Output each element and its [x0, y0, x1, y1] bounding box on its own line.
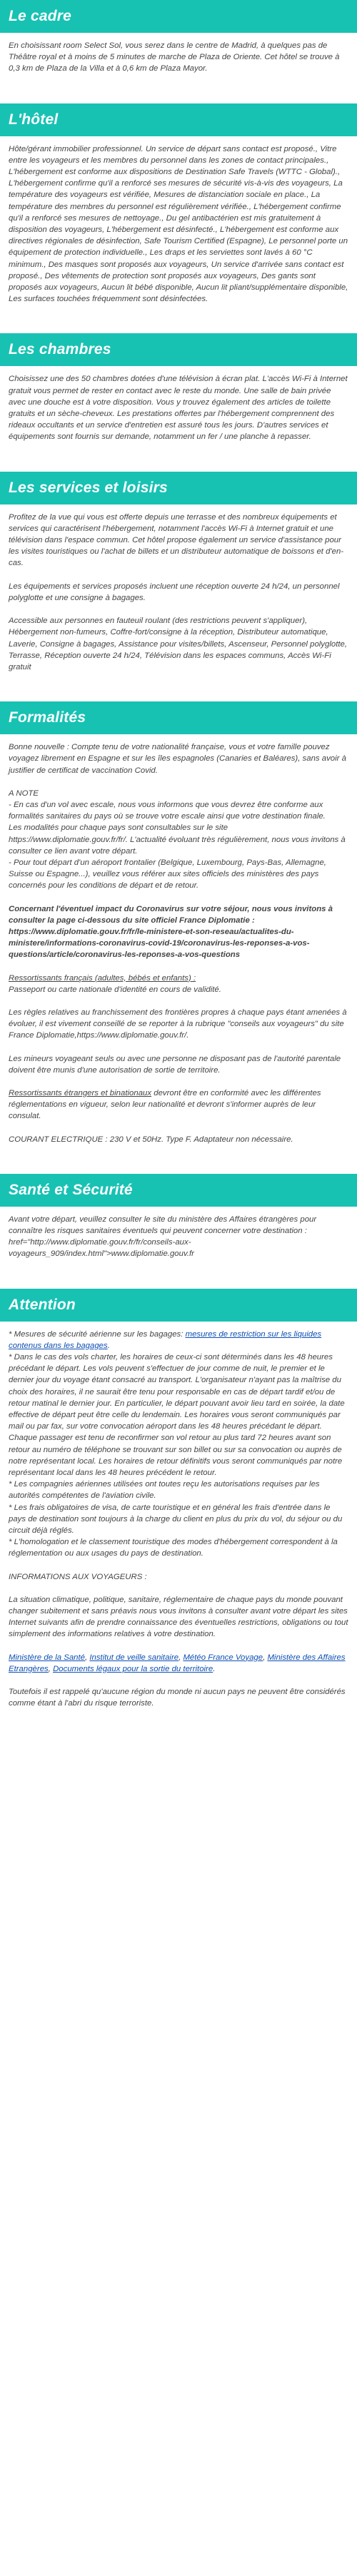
link-ministere-sante[interactable]: Ministère de la Santé — [9, 1653, 86, 1662]
ressortissants-francais-title: Ressortissants français (adultes, bébés et enfants) : — [9, 973, 196, 983]
section-title-hotel: L'hôtel — [9, 111, 59, 128]
services-paragraph-1: Profitez de la vue qui vous est offerte depuis une terrasse et des nombreux équipements et services qui caractérisent l'hébergement, notamment l'accès Wi-Fi à Internet gratuit et une télévision dans l'espace commun. Cet hôtel propose également un service d'assistance pour les visites touristiques ou l'achat de billets et un distributeur automatique de boissons et d'en-cas. — [9, 512, 344, 568]
formalites-paragraph-1: Bonne nouvelle : Compte tenu de votre nationalité française, vous et votre famille pouvez voyagez librement en Espagne et sur les îles espagnoles (Canaries et Baléares), sans avoir à justifier de certificat de vaccination Covid. — [9, 743, 346, 775]
nota-title: A NOTE — [9, 788, 39, 798]
ressortissants-etrangers-title: Ressortissants étrangers et binationaux — [9, 1088, 152, 1097]
informations-voyageurs-title: INFORMATIONS AUX VOYAGEURS : — [9, 1572, 147, 1581]
bagages-line — [9, 1329, 348, 1352]
section-header-attention — [0, 1289, 357, 1322]
covid-notice: Concernant l'éventuel impact du Coronavirus sur votre séjour, nous vous invitons à consulter la page ci-dessous du site officiel France Diplomatie : https://www.diplomatie.gouv.fr/fr/le-ministere-et-son-reseau/actualites-du-ministere/informations-coronavirus-covid-19/coronavirus-les-reponses-a-vos-questions/article/coronavirus-les-reponses-a-vos-questions — [9, 904, 333, 960]
link-meteo-france-voyage[interactable]: Météo France Voyage — [183, 1653, 263, 1662]
section-header-sante — [0, 1174, 357, 1207]
sante-text: Avant votre départ, veuillez consulter le site du ministère des Affaires étrangères pour connaître les risques sanitaires éventuels qui peuvent concerner votre destination : href="http://www.diplomatie.gouv.fr/fr/conseils-aux-voyageurs_909/index.html">www.diplomatie.gouv.fr — [9, 1215, 317, 1259]
services-paragraph-2: Les équipements et services proposés incluent une réception ouverte 24 h/24, un personnel polyglotte et une consigne à bagages. — [9, 582, 340, 602]
nota-line-3: - Pour tout départ d'un aéroport frontalier (Belgique, Luxembourg, Pays-Bas, Allemagne, Suisse ou Espagne...), veuillez vous référer aux sites officiels des ministères des pays concernés pour les conditions de départ et de retour. — [9, 858, 326, 891]
section-body-cadre — [0, 33, 357, 83]
section-header-services — [0, 472, 357, 504]
terrorisme-notice: Toutefois il est rappelé qu'aucune région du monde ni aucun pays ne peuvent être considérés comme étant à l'abri du risque terroriste. — [9, 1688, 346, 1708]
ressortissants-francais — [9, 973, 348, 995]
section-body-chambres — [0, 366, 357, 451]
section-header-cadre — [0, 0, 357, 33]
section-header-chambres — [0, 333, 357, 366]
section-title-services: Les services et loisirs — [9, 479, 168, 496]
link-separator: , — [48, 1664, 54, 1673]
link-separator: , — [263, 1653, 268, 1662]
mineurs-text: Les mineurs voyageant seuls ou avec une personne ne disposant pas de l'autorité parentale doivent être munis d'une autorisation de sortie de territoire. — [9, 1054, 341, 1075]
ressortissants-etrangers-text: devront être en conformité avec les différentes réglementations en vigueur, selon leur nationalité et devront s'informer auprès de leur consulat. — [9, 1088, 321, 1121]
hotel-text: Hôte/gérant immobilier professionnel. Un service de départ sans contact est proposé., Vitre entre les voyageurs et les membres du personnel dans les zones de contact principales., L'hébergement est conforme aux dispositions de Destination Safe Travels (WTTC - Global)., L'hébergement confirme qu'il a renforcé ses mesures de sécurité vis-à-vis des voyageurs, La température des voyageurs est vérifiée, Mesures de distanciation sociale en place., La température des membres du personnel est régulièrement vérifiée., L'hébergement confirme qu'il a renforcé ses mesures de nettoyage., Du gel antibactérien est mis gratuitement à disposition des voyageurs, L'hébergement est désinfecté., L'hébergement est conforme aux directives régionales de désinfection, Safe Tourism Certified (Espagne), Le personnel porte un équipement de protection individuelle., Les draps et les serviettes sont lavés à 60 °C minimum., Des masques sont proposés aux voyageurs, Un service d'arrivée sans contact est proposé., Des vêtements de protection sont proposés aux voyageurs, Des gants sont proposés aux voyageurs, Aucun lit bébé disponible, Aucun lit pliant/supplémentaire disponible, Les surfaces touchées fréquemment sont désinfectées. — [9, 144, 348, 304]
link-ministere-affaires-etrangeres[interactable]: Ministère des Affaires Etrangères — [9, 1653, 346, 1673]
section-body-services — [0, 504, 357, 681]
link-institut-veille-sanitaire[interactable]: Institut de veille sanitaire — [89, 1653, 179, 1662]
section-body-sante — [0, 1207, 357, 1269]
nota-line-2: Les modalités pour chaque pays sont consultables sur le site https://www.diplomatie.gouv.fr/fr/. L'actualité évoluant très régulièrement, nous vous invitons à consulter ce lien avant votre départ. — [9, 823, 346, 856]
chambres-text: Choisissez une des 50 chambres dotées d'une télévision à écran plat. L'accès Wi-Fi à Internet gratuit vous permet de rester en contact avec le reste du monde. Une salle de bain privée avec une douche est à votre disposition. Vous y trouvez également des articles de toilette gratuits et un sèche-cheveux. Les prestations offertes par l'hébergement comprennent des rideaux occultants et un service d'entretien est assuré tous les jours. D'autres services et équipements sont fournis sur demande, notamment un fer / une planche à repasser. — [9, 375, 348, 442]
attention-line-4: * L'homologation et le classement touristique des modes d'hébergement correspondent à la réglementation ou aux usages du pays de destination. — [9, 1538, 338, 1558]
section-body-formalites — [0, 734, 357, 1154]
section-header-formalites — [0, 701, 357, 734]
ressortissants-etrangers — [9, 1087, 348, 1122]
link-separator: , — [85, 1653, 90, 1662]
attention-line-1: * Dans le cas des vols charter, les horaires de ceux-ci sont déterminés dans les 48 heures précédant le départ. Les vols peuvent s'effectuer de jour comme de nuit, le premier et le dernier jour du voyage étant consacré au transport. L'organisateur n'ayant pas la maîtrise du choix des horaires, il ne saurait être tenu pour responsable en cas de départ tardif et/ou de retour matinal le dernier jour. En particulier, le départ pouvant avoir lieu tard en soirée, la date effective de départ peut être celle du lendemain. Les horaires vous seront communiqués par mail ou par fax, sur votre convocation aéroport dans les 48 heures précédant le départ. Chaque passager est tenu de reconfirmer son vol retour au plus tard 72 heures avant son retour au numéro de téléphone se trouvant sur son billet ou sur sa convocation ou auprès de notre représentant local. Les horaires de retour définitifs vous seront communiqués par notre représentant local dans les 48 heures précédent le retour. — [9, 1353, 345, 1478]
link-documents-legaux[interactable]: Documents légaux pour la sortie du territoire — [53, 1664, 213, 1673]
ressortissants-francais-text: Passeport ou carte nationale d'identité en cours de validité. — [9, 985, 221, 994]
services-paragraph-3: Accessible aux personnes en fauteuil roulant (des restrictions peuvent s'appliquer), Hébergement non-fumeurs, Coffre-fort/consigne à la réception, Distributeur automatique, Laverie, Consigne à bagages, Assistance pour visites/billets, Ascenseur, Personnel polyglotte, Terrasse, Réception ouverte 24 h/24, Télévision dans les espaces communs, Accès Wi-Fi gratuit — [9, 617, 348, 671]
section-header-hotel — [0, 103, 357, 136]
official-links — [9, 1652, 348, 1675]
links-end: . — [213, 1664, 216, 1673]
link-separator: , — [178, 1653, 183, 1662]
section-title-cadre: Le cadre — [9, 8, 71, 24]
attention-rules — [9, 1329, 348, 1560]
bagages-prefix: * Mesures de sécurité aérienne sur les bagages: — [9, 1329, 186, 1339]
courant-electrique: COURANT ELECTRIQUE : 230 V et 50Hz. Type F. Adaptateur non nécessaire. — [9, 1135, 293, 1144]
section-body-hotel — [0, 136, 357, 314]
informations-voyageurs-text: La situation climatique, politique, sanitaire, réglementaire de chaque pays du monde pouvant changer subitement et sans préavis nous vous invitons à consulter avant votre départ les sites Internet suivants afin de prendre connaissance des éventuelles restrictions, obligations ou tout simplement des informations relatives à votre destination. — [9, 1595, 348, 1639]
cadre-text: En choisissant room Select Sol, vous serez dans le centre de Madrid, à quelques pas de Théâtre royal et à moins de 5 minutes de marche de Plaza de Oriente. Cet hôtel se trouve à 0,3 km de Plaza de la Villa et à 0,6 km de Plaza Mayor. — [9, 41, 340, 73]
section-title-chambres: Les chambres — [9, 341, 111, 358]
section-title-formalites: Formalités — [9, 709, 86, 726]
bagages-restriction-link[interactable]: mesures de restriction sur les liquides contenus dans les bagages — [9, 1329, 322, 1350]
attention-line-3: * Les frais obligatoires de visa, de carte touristique et en général les frais d'entrée dans le pays de destination sont toujours à la charge du client en plus du prix du vol, du séjour ou du circuit déjà réglés. — [9, 1503, 343, 1536]
section-body-attention — [0, 1322, 357, 1718]
attention-line-2: * Les compagnies aériennes utilisées ont toutes reçu les autorisations requises par les autorités compétentes de l'aviation civile. — [9, 1480, 320, 1501]
bagages-suffix: . — [107, 1341, 110, 1350]
section-title-sante: Santé et Sécurité — [9, 1181, 133, 1198]
nota-line-1: - En cas d'un vol avec escale, nous vous informons que vous devrez être conforme aux formalités sanitaires du pays où se trouve votre escale ainsi que votre destination finale. — [9, 800, 326, 821]
section-title-attention: Attention — [9, 1296, 76, 1313]
regles-frontieres: Les règles relatives au franchissement des frontières propres à chaque pays étant amenées à évoluer, il est vivement conseillé de se reporter à la rubrique "conseils aux voyageurs" du site France Diplomatie,https://www.diplomatie.gouv.fr/. — [9, 1008, 347, 1040]
formalites-nota — [9, 788, 348, 892]
